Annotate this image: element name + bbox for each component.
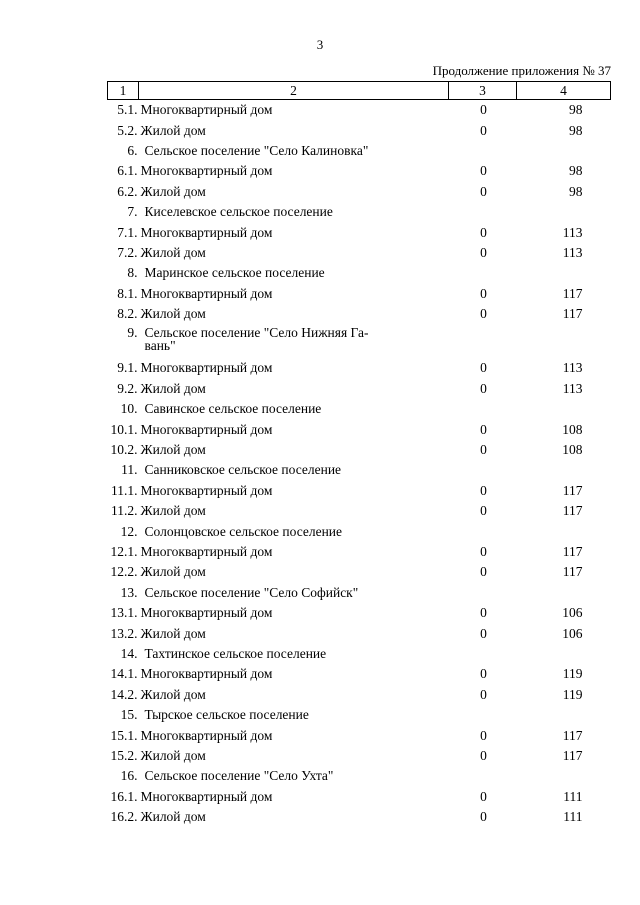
table-section-row [108,324,611,358]
table-row [108,685,611,705]
row-name-cell: Санниковское сельское поселение [144,462,342,478]
table-body [108,100,611,828]
row-name-cell: Киселевское сельское поселение [144,204,333,220]
table-row [108,562,611,582]
row-name-cell: Многоквартирный дом [140,285,273,301]
row-number-cell: 10.1. [110,421,138,437]
column-4-cell: 117 [562,503,583,519]
row-name-cell: Сельское поселение "Село Софийск" [144,584,359,600]
table-row [108,603,611,623]
row-number-cell: 14.1. [110,666,138,682]
table-row [108,100,611,121]
row-name-cell: Маринское сельское поселение [144,265,325,281]
table-row [108,725,611,745]
column-3-cell [449,766,517,786]
column-header-4: 4 [517,82,611,100]
continuation-caption: Продолжение приложения № 37 [432,63,611,78]
column-4-cell: 117 [562,747,583,763]
row-number-cell: 12.2. [110,564,138,580]
column-3-cell: 0 [480,625,487,641]
column-4-cell: 98 [569,122,583,138]
column-3-cell [449,141,517,161]
row-number-cell: 7.2. [117,244,138,260]
row-name-cell [139,324,449,358]
column-4-cell: 111 [563,809,583,825]
row-number-cell: 12. [120,523,138,539]
row-number-cell: 10.2. [110,442,138,458]
column-4-cell [517,202,611,222]
row-number-cell: 5.1. [117,102,138,118]
column-4-cell: 117 [562,727,583,743]
column-4-cell [517,705,611,725]
row-number-cell: 8.1. [117,285,138,301]
row-name-cell: Солонцовское сельское поселение [144,523,343,539]
column-4-cell: 113 [562,244,583,260]
row-number-cell: 6.1. [117,163,138,179]
table-section-row [108,705,611,725]
row-name-cell: Жилой дом [140,625,206,641]
row-name-cell: Многоквартирный дом [140,482,273,498]
column-3-cell: 0 [480,564,487,580]
row-name-cell: Жилой дом [140,244,206,260]
column-4-cell: 98 [569,183,583,199]
row-name-cell: Жилой дом [140,183,206,199]
table-row [108,440,611,460]
row-number-cell: 13.2. [110,625,138,641]
column-3-cell: 0 [480,360,487,376]
table-row [108,623,611,643]
table-row [108,120,611,140]
row-number-cell: 9.1. [117,360,138,376]
column-3-cell: 0 [480,727,487,743]
column-4-cell: 113 [562,224,583,240]
column-3-cell: 0 [480,285,487,301]
column-4-cell: 106 [562,625,583,641]
row-number-cell: 8.2. [117,306,138,322]
row-number-cell: 11.1. [111,482,138,498]
row-name-cell: Многоквартирный дом [140,788,273,804]
table-row [108,379,611,399]
column-3-cell [449,644,517,664]
row-number-cell: 11.2. [111,503,138,519]
column-3-cell [449,324,517,358]
row-name-cell: Жилой дом [140,380,206,396]
column-3-cell [449,521,517,541]
column-4-cell [517,644,611,664]
row-number-cell: 9.2. [117,380,138,396]
column-4-cell: 98 [569,102,583,118]
row-number-cell: 7. [127,204,138,220]
column-4-cell [517,583,611,603]
table-row [108,304,611,324]
table-row [108,182,611,202]
row-name-cell: Савинское сельское поселение [144,401,322,417]
row-name-cell: Жилой дом [140,503,206,519]
row-number-cell: 14. [120,645,138,661]
column-3-cell: 0 [480,183,487,199]
row-number-cell: 16. [120,768,138,784]
table-row [108,222,611,242]
column-3-cell [449,583,517,603]
table-row [108,243,611,263]
row-name-cell: Тырское сельское поселение [144,707,309,723]
table-row [108,481,611,501]
table-section-row [108,521,611,541]
column-3-cell: 0 [480,788,487,804]
column-header-2: 2 [139,82,449,100]
column-4-cell [517,263,611,283]
row-number-cell: 7.1. [117,224,138,240]
column-3-cell [449,705,517,725]
column-4-cell: 117 [562,564,583,580]
column-4-cell: 108 [562,442,583,458]
column-4-cell: 113 [562,380,583,396]
column-4-cell: 106 [562,605,583,621]
column-4-cell: 108 [562,421,583,437]
column-4-cell: 113 [562,360,583,376]
column-4-cell: 98 [569,163,583,179]
row-name-text: Сельское поселение "Село Нижняя Га- вань" [144,325,369,354]
row-name-cell: Жилой дом [140,747,206,763]
row-number-cell: 13. [120,584,138,600]
column-3-cell: 0 [480,224,487,240]
column-header-3: 3 [449,82,517,100]
row-number-cell: 8. [127,265,138,281]
row-name-cell: Жилой дом [140,122,206,138]
row-name-cell: Многоквартирный дом [140,727,273,743]
page-number: 3 [316,37,324,52]
table-row [108,664,611,684]
column-3-cell: 0 [480,442,487,458]
table-row [108,501,611,521]
table-row [108,419,611,439]
column-3-cell: 0 [480,380,487,396]
column-3-cell: 0 [480,747,487,763]
column-4-cell [517,460,611,480]
column-3-cell: 0 [480,605,487,621]
row-name-cell: Многоквартирный дом [140,360,273,376]
row-name-cell: Многоквартирный дом [140,421,273,437]
column-4-cell [517,766,611,786]
row-number-cell: 6. [127,142,138,158]
row-number-cell: 15. [120,707,138,723]
column-header-1: 1 [108,82,139,100]
row-name-cell: Многоквартирный дом [140,666,273,682]
column-3-cell: 0 [480,686,487,702]
row-number-cell: 10. [120,401,138,417]
table-section-row [108,141,611,161]
table-row [108,787,611,807]
row-name-cell: Сельское поселение "Село Калиновка" [144,142,369,158]
table-row [108,161,611,181]
row-name-cell: Тахтинское сельское поселение [144,645,327,661]
table-section-row [108,202,611,222]
column-3-cell: 0 [480,809,487,825]
row-name-cell: Сельское поселение "Село Ухта" [144,768,334,784]
row-number-cell: 15.1. [110,727,138,743]
column-3-cell [449,399,517,419]
row-name-cell: Многоквартирный дом [140,224,273,240]
column-3-cell: 0 [480,102,487,118]
column-3-cell: 0 [480,306,487,322]
table-section-row [108,644,611,664]
column-4-cell [517,399,611,419]
table-row [108,358,611,378]
row-number-cell: 14.2. [110,686,138,702]
row-number-cell: 16.1. [110,788,138,804]
table-section-row [108,583,611,603]
column-3-cell: 0 [480,544,487,559]
column-4-cell: 119 [562,666,583,682]
table-row [108,807,611,827]
row-name-cell: Многоквартирный дом [140,605,273,621]
row-name-cell: Жилой дом [140,306,206,322]
column-4-cell: 111 [563,788,583,804]
row-name-cell: Многоквартирный дом [140,163,273,179]
column-3-cell: 0 [480,666,487,682]
row-name-cell: Жилой дом [140,442,206,458]
column-3-cell: 0 [480,244,487,260]
column-4-cell: 119 [562,686,583,702]
column-3-cell: 0 [480,503,487,519]
column-4-cell [517,324,611,358]
column-3-cell: 0 [480,421,487,437]
row-name-cell: Многоквартирный дом [140,544,273,559]
row-name-cell: Жилой дом [140,686,206,702]
column-3-cell [449,202,517,222]
row-number-cell: 9. [127,325,138,341]
row-number-cell: 5.2. [117,122,138,138]
table-row [108,542,611,562]
column-3-cell: 0 [480,163,487,179]
table-row [108,746,611,766]
table-section-row [108,399,611,419]
table-section-row [108,460,611,480]
column-4-cell: 117 [562,544,583,559]
row-number-cell: 15.2. [110,747,138,763]
column-4-cell [517,521,611,541]
appendix-table [107,81,611,827]
row-name-cell: Жилой дом [140,809,206,825]
row-number-cell: 11. [121,462,138,478]
column-3-cell: 0 [480,122,487,138]
row-number-cell: 12.1. [110,544,138,559]
column-4-cell: 117 [562,482,583,498]
table-row [108,284,611,304]
column-4-cell: 117 [562,285,583,301]
table-section-row [108,766,611,786]
column-4-cell: 117 [562,306,583,322]
row-number-cell: 13.1. [110,605,138,621]
column-4-cell [517,141,611,161]
column-3-cell: 0 [480,482,487,498]
row-number-cell: 16.2. [110,809,138,825]
row-number-cell: 6.2. [117,183,138,199]
column-3-cell [449,263,517,283]
column-3-cell [449,460,517,480]
row-name-cell: Многоквартирный дом [140,102,273,118]
table-header-row [108,82,611,100]
table-section-row [108,263,611,283]
row-name-cell: Жилой дом [140,564,206,580]
